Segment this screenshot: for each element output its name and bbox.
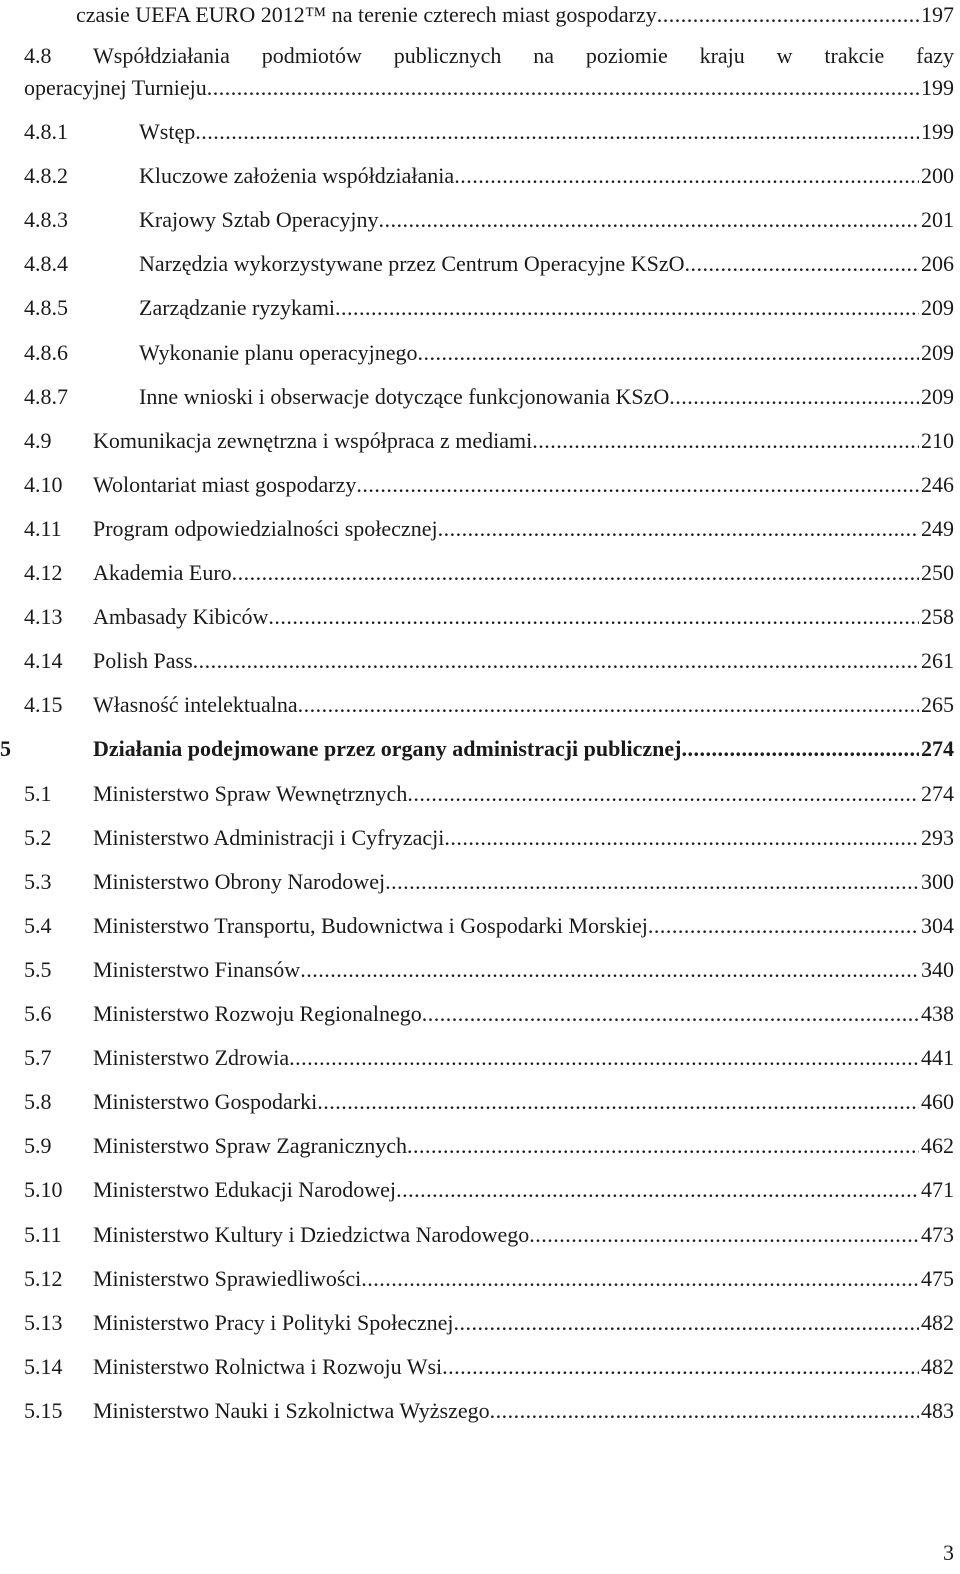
toc-entry[interactable] [0,690,960,720]
toc-entry-page: 209 [921,295,954,320]
toc-entry[interactable] [0,426,960,456]
toc-entry-number: 5.11 [24,1222,62,1247]
toc-entry-number: 4.8.3 [24,207,68,232]
toc-leader-dots [298,690,919,720]
toc-entry-title-row [139,293,954,323]
toc-entry-title-row [93,1175,954,1205]
toc-entry-page: 473 [921,1222,954,1247]
toc-entry-number: 4.8.1 [24,119,68,144]
toc-entry-number: 5.15 [24,1398,63,1423]
toc-entry-title: Ministerstwo Kultury i Dziedzictwa Narodowego [93,1222,530,1247]
toc-entry-number: 4.8.5 [24,295,68,320]
toc-entry-page: 197 [921,2,954,27]
toc-entry-title-row [93,1352,954,1382]
toc-entry-title-row [24,73,954,103]
toc-entry-title-row [93,426,954,456]
toc-entry-page: 293 [921,825,954,850]
toc-entry-number: 4.13 [24,604,63,629]
toc-entry-page: 200 [921,163,954,188]
toc-entry-title: Komunikacja zewnętrzna i współpraca z mediami [93,428,533,453]
toc-entry[interactable] [0,161,960,191]
toc-entry-title-row [93,602,954,632]
toc-entry-page: 250 [921,560,954,585]
toc-entry[interactable] [0,293,960,323]
toc-entry[interactable] [0,205,960,235]
toc-entry-title: Wolontariat miast gospodarzy [93,472,357,497]
toc-entry-title: Ministerstwo Rozwoju Regionalnego [93,1001,422,1026]
toc-entry-page: 199 [921,119,954,144]
toc-entry-title: Własność intelektualna [93,692,298,717]
toc-entry-page: 199 [921,75,954,100]
toc-entry-title-row [76,0,954,30]
toc-entry-number: 4.8.4 [24,251,68,276]
toc-leader-dots [396,1175,919,1205]
toc-leader-dots [669,382,919,412]
toc-entry-title-row [139,161,954,191]
toc-entry-title-row [93,1220,954,1250]
toc-entry-title: Ministerstwo Spraw Wewnętrznych [93,781,408,806]
toc-entry-page: 246 [921,472,954,497]
toc-leader-dots [300,955,919,985]
toc-entry-number: 5.8 [24,1089,52,1114]
toc-entry-title: Ministerstwo Obrony Narodowej [93,869,386,894]
toc-entry-title-row [93,646,954,676]
toc-leader-dots [207,73,919,103]
toc-entry-title-row [93,514,954,544]
toc-entry-page: 471 [921,1177,954,1202]
toc-entry-number: 5.2 [24,825,52,850]
toc-entry[interactable] [0,646,960,676]
toc-entry-title-row [139,205,954,235]
toc-entry-title-row [139,117,954,147]
toc-entry[interactable] [0,1043,960,1073]
toc-entry-title-row [93,823,954,853]
toc-entry-title: Zarządzanie ryzykami [139,295,336,320]
toc-entry[interactable] [0,779,960,809]
toc-entry-number: 5.3 [24,869,52,894]
toc-entry-page: 304 [921,913,954,938]
toc-entry-number: 4.14 [24,648,63,673]
toc-leader-dots [335,293,919,323]
toc-entry-page: 261 [921,648,954,673]
toc-entry-page: 483 [921,1398,954,1423]
toc-entry[interactable] [0,1087,960,1117]
toc-entry[interactable] [0,867,960,897]
toc-entry-title-row [139,382,954,412]
toc-entry-page: 482 [921,1310,954,1335]
toc-entry-page: 300 [921,869,954,894]
toc-entry-title: Ministerstwo Transportu, Budownictwa i Gospodarki Morskiej [93,913,648,938]
toc-entry-title: Ministerstwo Gospodarki [93,1089,318,1114]
toc-entry[interactable] [0,1175,960,1205]
toc-entry[interactable] [0,1264,960,1294]
toc-entry-page: 475 [921,1266,954,1291]
toc-leader-dots [685,249,920,279]
toc-leader-dots [529,1220,919,1250]
toc-entry-title: Działania podejmowane przez organy administracji publicznej [93,736,682,761]
toc-entry-number: 4.8.2 [24,163,68,188]
toc-entry-page: 265 [921,692,954,717]
toc-entry[interactable] [0,1131,960,1161]
toc-entry-title-row [93,1264,954,1294]
toc-entry-page: 482 [921,1354,954,1379]
toc-entry[interactable] [0,911,960,941]
toc-entry-title-row [93,1043,954,1073]
toc-entry-title: Wykonanie planu operacyjnego [139,340,418,365]
toc-entry-number: 4.12 [24,560,63,585]
toc-leader-dots [454,161,919,191]
toc-leader-dots [490,1396,919,1426]
toc-entry-title-row [139,338,954,368]
toc-entry-title: Ministerstwo Rolnictwa i Rozwoju Wsi [93,1354,443,1379]
toc-entry-page: 206 [921,251,954,276]
toc-entry-title: Ambasady Kibiców [93,604,269,629]
toc-entry-title: Wstęp [139,119,196,144]
toc-entry-4-8-line1[interactable] [0,41,960,71]
toc-leader-dots [289,1043,919,1073]
toc-entry-title-row [93,955,954,985]
toc-entry-title-row [93,1131,954,1161]
toc-entry-page: 249 [921,516,954,541]
toc-entry-number: 5.13 [24,1310,63,1335]
toc-entry-number: 4.11 [24,516,62,541]
toc-leader-dots [442,1352,919,1382]
toc-entry-number: 4.8 [24,43,52,68]
toc-entry-title: Ministerstwo Spraw Zagranicznych [93,1133,408,1158]
toc-entry-title: Polish Pass [93,648,193,673]
toc-entry-title-row [93,558,954,588]
toc-entry[interactable] [0,734,960,764]
toc-entry-title: Współdziałania podmiotów publicznych na poziomie kraju w trakcie fazy [93,43,954,68]
toc-entry-number: 5.10 [24,1177,63,1202]
toc-leader-dots [232,558,919,588]
toc-entry-page: 441 [921,1045,954,1070]
toc-entry-title-row [93,690,954,720]
toc-leader-dots [407,779,919,809]
toc-leader-dots [648,911,919,941]
toc-entry-page: 274 [921,781,954,806]
toc-entry-page: 438 [921,1001,954,1026]
toc-entry[interactable] [0,999,960,1029]
toc-entry-page: 460 [921,1089,954,1114]
toc-entry-title-row [93,911,954,941]
toc-entry-title: Ministerstwo Pracy i Polityki Społecznej [93,1310,454,1335]
toc-entry[interactable] [0,117,960,147]
toc-entry-page: 210 [921,428,954,453]
toc-entry-number: 5 [0,736,11,761]
toc-entry[interactable] [0,470,960,500]
toc-entry-title-continued: operacyjnej Turnieju [24,75,207,100]
toc-leader-dots [454,1308,919,1338]
toc-entry-number: 4.8.6 [24,340,68,365]
toc-entry-title-row [93,1396,954,1426]
toc-entry-title: Akademia Euro [93,560,232,585]
toc-entry-number: 5.14 [24,1354,63,1379]
toc-leader-dots [378,205,919,235]
toc-entry[interactable] [0,1220,960,1250]
toc-entry-title: Narzędzia wykorzystywane przez Centrum Operacyjne KSzO [139,251,685,276]
toc-leader-dots [532,426,919,456]
toc-entry-number: 4.8.7 [24,384,68,409]
toc-leader-dots [356,470,919,500]
toc-entry[interactable] [0,955,960,985]
toc-leader-dots [385,867,919,897]
toc-entry-number: 5.12 [24,1266,63,1291]
toc-entry-number: 5.9 [24,1133,52,1158]
toc-entry-title: Inne wnioski i obserwacje dotyczące funkcjonowania KSzO [139,384,670,409]
page-number: 3 [943,1540,954,1565]
toc-entry[interactable] [0,1352,960,1382]
toc-entry[interactable] [0,249,960,279]
toc-entry-title: Ministerstwo Administracji i Cyfryzacji [93,825,445,850]
toc-entry-page: 209 [921,340,954,365]
toc-leader-dots [422,999,919,1029]
toc-entry-title: Ministerstwo Sprawiedliwości [93,1266,362,1291]
toc-entry[interactable] [0,382,960,412]
toc-entry-page: 274 [921,736,954,761]
toc-entry-number: 5.4 [24,913,52,938]
toc-leader-dots [417,338,919,368]
toc-entry-title: Ministerstwo Zdrowia [93,1045,290,1070]
toc-entry-page: 462 [921,1133,954,1158]
toc-leader-dots [317,1087,919,1117]
toc-entry-title: Program odpowiedzialności społecznej [93,516,438,541]
toc-entry-page: 209 [921,384,954,409]
toc-entry-4-8-line2[interactable] [0,73,960,103]
toc-leader-dots [681,734,919,764]
toc-leader-dots [438,514,919,544]
toc-entry-title: Ministerstwo Finansów [93,957,301,982]
toc-entry-title-row [93,779,954,809]
toc-entry-number: 5.5 [24,957,52,982]
toc-entry-continued[interactable] [0,0,960,30]
toc-leader-dots [361,1264,919,1294]
toc-leader-dots [193,646,919,676]
toc-entry[interactable] [0,338,960,368]
toc-entry-title-row [93,999,954,1029]
toc-entry-title: Ministerstwo Edukacji Narodowej [93,1177,397,1202]
toc-entry-number: 5.7 [24,1045,52,1070]
toc-entry[interactable] [0,514,960,544]
toc-entry-title-row [93,1087,954,1117]
toc-entry-title-row [93,470,954,500]
toc-entry-number: 4.15 [24,692,63,717]
toc-leader-dots [195,117,919,147]
toc-entry-page: 201 [921,207,954,232]
toc-entry[interactable] [0,558,960,588]
toc-entry-title: Kluczowe założenia współdziałania [139,163,455,188]
toc-leader-dots [268,602,919,632]
toc-entry-page: 340 [921,957,954,982]
toc-leader-dots [407,1131,919,1161]
toc-entry[interactable] [0,1396,960,1426]
toc-entry-title: Krajowy Sztab Operacyjny [139,207,379,232]
toc-entry-title-row [93,867,954,897]
toc-entry-number: 4.9 [24,428,52,453]
toc-entry-title: czasie UEFA EURO 2012™ na terenie czterech miast gospodarzy [76,2,657,27]
toc-leader-dots [657,0,919,30]
toc-leader-dots [444,823,919,853]
toc-entry-page: 258 [921,604,954,629]
toc-entry-title-row [93,734,954,764]
toc-entry-title-row [93,1308,954,1338]
toc-entry-title-row [139,249,954,279]
toc-entry-number: 5.1 [24,781,52,806]
toc-entry[interactable] [0,823,960,853]
toc-entry-number: 4.10 [24,472,63,497]
toc-entry-title: Ministerstwo Nauki i Szkolnictwa Wyższego [93,1398,490,1423]
toc-entry[interactable] [0,1308,960,1338]
toc-entry-number: 5.6 [24,1001,52,1026]
toc-entry[interactable] [0,602,960,632]
